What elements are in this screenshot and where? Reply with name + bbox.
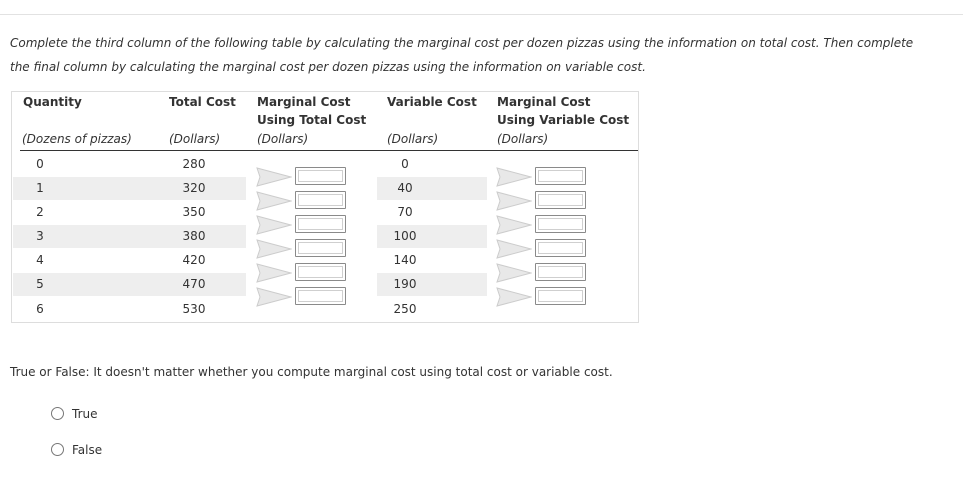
mc-variable-input[interactable] bbox=[535, 287, 586, 305]
cell-total-cost: 420 bbox=[182, 253, 206, 267]
mc-total-input[interactable] bbox=[295, 239, 346, 257]
mc-variable-input[interactable] bbox=[535, 263, 586, 281]
cell-total-cost: 280 bbox=[182, 157, 206, 171]
cell-quantity: 1 bbox=[36, 181, 44, 195]
mc-total-input[interactable] bbox=[295, 191, 346, 209]
header-variable-cost: Variable Cost bbox=[387, 95, 477, 109]
cell-variable-cost: 100 bbox=[393, 229, 417, 243]
mc-total-input[interactable] bbox=[295, 263, 346, 281]
arrow-right-icon bbox=[496, 215, 532, 235]
arrow-right-icon bbox=[496, 191, 532, 211]
arrow-right-icon bbox=[256, 167, 292, 187]
mc-total-input[interactable] bbox=[295, 287, 346, 305]
cell-quantity: 2 bbox=[36, 205, 44, 219]
mc-total-input[interactable] bbox=[295, 215, 346, 233]
unit-variable-cost: (Dollars) bbox=[387, 132, 439, 146]
cell-total-cost: 380 bbox=[182, 229, 206, 243]
cell-variable-cost: 250 bbox=[393, 302, 417, 316]
unit-quantity: (Dozens of pizzas) bbox=[22, 132, 132, 146]
cell-variable-cost: 0 bbox=[401, 157, 409, 171]
arrow-right-icon bbox=[496, 287, 532, 307]
arrow-right-icon bbox=[496, 239, 532, 259]
header-mc-total-line1: Marginal Cost bbox=[257, 95, 351, 109]
mc-variable-input[interactable] bbox=[535, 215, 586, 233]
arrow-right-icon bbox=[256, 215, 292, 235]
cell-variable-cost: 70 bbox=[397, 205, 413, 219]
true-false-question: True or False: It doesn't matter whether you compute marginal cost using total cost or variable cost. bbox=[10, 365, 613, 379]
unit-mc-variable: (Dollars) bbox=[497, 132, 549, 146]
mc-variable-input[interactable] bbox=[535, 239, 586, 257]
arrow-right-icon bbox=[256, 263, 292, 283]
cell-quantity: 5 bbox=[36, 277, 44, 291]
header-divider bbox=[20, 150, 638, 151]
cell-variable-cost: 190 bbox=[393, 277, 417, 291]
cell-total-cost: 470 bbox=[182, 277, 206, 291]
arrow-right-icon bbox=[256, 191, 292, 211]
cell-total-cost: 350 bbox=[182, 205, 206, 219]
mc-variable-input[interactable] bbox=[535, 167, 586, 185]
mc-variable-input[interactable] bbox=[535, 191, 586, 209]
option-label: True bbox=[72, 407, 98, 421]
arrow-right-icon bbox=[496, 167, 532, 187]
radio-button[interactable] bbox=[51, 407, 64, 420]
arrow-right-icon bbox=[256, 239, 292, 259]
cell-variable-cost: 40 bbox=[397, 181, 413, 195]
header-quantity: Quantity bbox=[23, 95, 82, 109]
header-mc-variable-line1: Marginal Cost bbox=[497, 95, 591, 109]
arrow-right-icon bbox=[256, 287, 292, 307]
arrow-right-icon bbox=[496, 263, 532, 283]
cell-total-cost: 320 bbox=[182, 181, 206, 195]
header-mc-variable-line2: Using Variable Cost bbox=[497, 113, 630, 127]
cell-quantity: 3 bbox=[36, 229, 44, 243]
cell-variable-cost: 140 bbox=[393, 253, 417, 267]
mc-total-input[interactable] bbox=[295, 167, 346, 185]
radio-button[interactable] bbox=[51, 443, 64, 456]
cell-quantity: 4 bbox=[36, 253, 44, 267]
option-label: False bbox=[72, 443, 103, 457]
header-total-cost: Total Cost bbox=[169, 95, 236, 109]
instructions-line-2: the final column by calculating the marginal cost per dozen pizzas using the information on variable cost. bbox=[10, 60, 646, 74]
cell-quantity: 0 bbox=[36, 157, 44, 171]
top-divider bbox=[0, 14, 963, 15]
cell-quantity: 6 bbox=[36, 302, 44, 316]
unit-total-cost: (Dollars) bbox=[169, 132, 221, 146]
unit-mc-total: (Dollars) bbox=[257, 132, 309, 146]
header-mc-total-line2: Using Total Cost bbox=[257, 113, 367, 127]
instructions-line-1: Complete the third column of the following table by calculating the marginal cost per dozen pizzas using the information on total cost. Then complete bbox=[10, 36, 914, 50]
cell-total-cost: 530 bbox=[182, 302, 206, 316]
